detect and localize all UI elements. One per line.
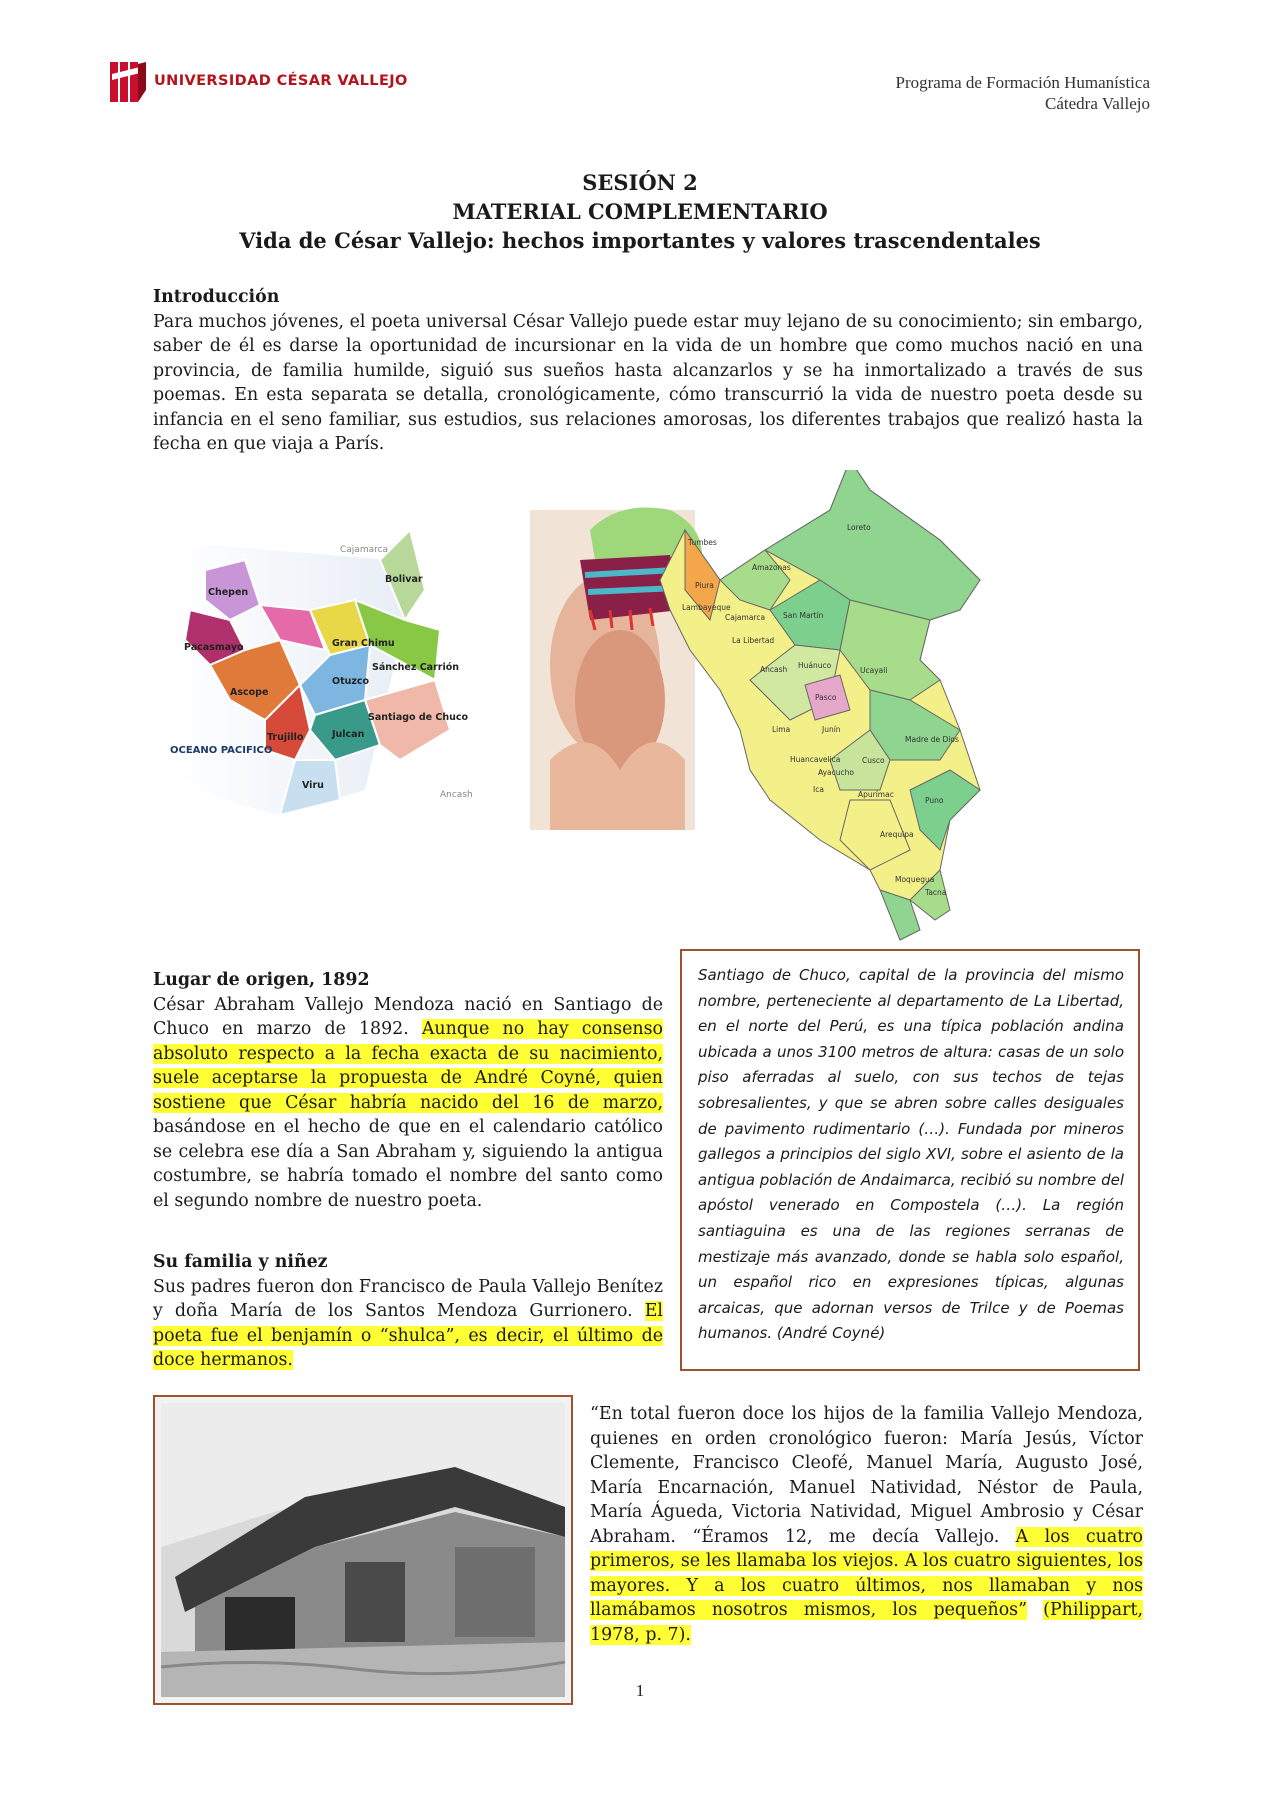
family-highlight: El poeta fue el benjamín o “shulca”, es decir, el último de doce hermanos. [153, 1301, 663, 1370]
document-subtitle: Vida de César Vallejo: hechos importantes y valores trascendentales [239, 228, 1041, 253]
origin-heading: Lugar de origen, 1892 [153, 970, 370, 990]
intro-text: Para muchos jóvenes, el poeta universal César Vallejo puede estar muy lejano de su conocimiento; sin embargo, saber de él es darse la oportunidad de incursionar en la vida de un hombre que como muchos nació en una provincia, de familia humilde, siguió sus sueños hasta alcanzarlos y se ha inmortalizado a través de sus poemas. En esta separata se detalla, cronológicamente, cómo transcurrió la vida de nuestro poeta desde su infancia en el seno familiar, sus estudios, sus relaciones amorosas, los diferentes trabajos que realizó hasta la fecha en que viaja a París. [153, 311, 1143, 454]
family-text-part: Sus padres fueron don Francisco de Paula Vallejo Benítez y doña María de los Santos Mendoza Gurrionero. [153, 1276, 663, 1321]
map-label: Tacna [925, 888, 947, 897]
map-label: Sánchez Carrión [372, 662, 459, 673]
map-label: Julcan [332, 729, 365, 740]
map-label: Ancash [760, 665, 788, 674]
map-label: Pasco [815, 693, 837, 702]
children-text-part: “En total fueron doce los hijos de la familia Vallejo Mendoza, quienes en orden cronológico fueron: María Jesús, Víctor Clemente, Francisco Cleofé, Manuel María, Augusto José, María Encarnación, Manuel Natividad, Néstor de Paula, María Águeda, Victoria Natividad, Miguel Ambrosio y César Abraham. “Éramos 12, me decía Vallejo. [590, 1404, 1143, 1547]
map-label: Huancavelica [790, 755, 841, 764]
map-label: Madre de Dios [905, 735, 959, 744]
map-label: Trujillo [267, 732, 304, 743]
map-label: Huánuco [798, 661, 832, 670]
children-citation: (Philippart, 1978, p. 7). [590, 1600, 1143, 1645]
document-titles [150, 168, 1130, 255]
origin-text-part: César Abraham Vallejo Mendoza nació en Santiago de Chuco en marzo de 1892. [153, 994, 663, 1039]
house-photo [153, 1395, 573, 1705]
university-name: UNIVERSIDAD CÉSAR VALLEJO [154, 73, 408, 89]
page-number: 1 [635, 1681, 645, 1700]
intro-section [153, 285, 1143, 457]
children-section [590, 1402, 1143, 1647]
santiago-quote-text: Santiago de Chuco, capital de la provincia del mismo nombre, perteneciente al departamento de La Libertad, en el norte del Perú, es una típica población andina ubicada a unos 3100 metros de altura: casas de un solo piso aferradas al suelo, con sus techos de tejas sobresalientes, y que se abren sobre calles desiguales de pavimento rudimentario (…). Fundada por mineros gallegos a principios del siglo XVI, sobre el asiento de la antigua población de Andaimarca, recibió su nombre del apóstol venerado en Compostela (…). La región santiaguina es una de las regiones serranas de mestizaje más avanzado, donde se habla solo español, un español rico en expresiones típicas, algunas arcaicas, que adornan versos de Trilce y de Poemas humanos. (André Coyné) [698, 966, 1124, 1343]
origin-text [153, 993, 663, 1214]
material-title: MATERIAL COMPLEMENTARIO [452, 199, 828, 224]
session-title: SESIÓN 2 [582, 170, 698, 195]
origin-highlight: Aunque no hay consenso absoluto respecto a la fecha exacta de su nacimiento, suele aceptarse la propuesta de André Coyné, quien sostiene que César habría nacido del 16 de marzo, [153, 1019, 663, 1113]
santiago-quote-box [680, 949, 1140, 1371]
maps-collage [150, 470, 1110, 970]
map-label: Cajamarca [725, 613, 766, 622]
map-label: Chepen [208, 587, 249, 598]
map-label: Apurímac [858, 790, 894, 799]
children-text [590, 1402, 1143, 1647]
map-label: Gran Chimu [332, 638, 395, 649]
map-label: Tumbes [688, 538, 717, 547]
map-label: Santiago de Chuco [368, 712, 469, 723]
map-label: Moquegua [895, 875, 935, 884]
map-label: San Martín [783, 611, 824, 620]
map-label: Piura [695, 581, 714, 590]
family-heading: Su familia y niñez [153, 1252, 328, 1272]
children-highlight: A los cuatro primeros, se les llamaba los viejos. A los cuatro siguientes, los mayores. Y a los cuatro últimos, nos llamaban y nos llamábamos nosotros mismos, los pequeños” [590, 1526, 1143, 1620]
university-logo [110, 60, 408, 105]
map-label: Lambayeque [682, 603, 731, 612]
map-label: Puno [925, 796, 944, 805]
house-photo-image [155, 1397, 571, 1703]
header-program-block [896, 72, 1150, 114]
family-section [153, 1250, 663, 1373]
map-label: Ica [813, 785, 824, 794]
map-label: Cajamarca [340, 545, 389, 555]
map-label: Arequipa [880, 830, 914, 839]
map-label: Otuzco [332, 676, 370, 687]
map-label: Ascope [230, 687, 269, 698]
map-label: Viru [302, 780, 324, 791]
map-label: Ancash [440, 790, 473, 800]
map-label: Loreto [847, 523, 871, 532]
program-name: Programa de Formación Humanística [895, 73, 1150, 92]
chair-name: Cátedra Vallejo [1045, 94, 1150, 113]
map-label: Amazonas [752, 563, 791, 572]
peru-map [660, 470, 980, 940]
map-label: Junín [822, 725, 841, 734]
origin-text-part: basándose en el hecho de que en el calendario católico se celebra ese día a San Abraham y, siguiendo la antigua costumbre, se habría tomado el nombre del santo como el segundo nombre de nuestro poeta. [153, 1117, 663, 1211]
ucv-shield-icon [110, 60, 146, 104]
map-label: Ayacucho [818, 768, 854, 777]
children-gap [1027, 1600, 1043, 1620]
intro-heading: Introducción [153, 287, 280, 307]
map-label: La Libertad [732, 636, 775, 645]
map-label: Pacasmayo [184, 642, 244, 653]
map-label: Lima [772, 725, 791, 734]
map-label: Bolivar [385, 574, 423, 585]
map-label: Ucayali [860, 666, 888, 675]
origin-section [153, 968, 663, 1213]
ocean-label: OCEANO PACIFICO [170, 745, 273, 756]
la-libertad-map [170, 530, 473, 815]
map-label: Cusco [862, 756, 885, 765]
family-text [153, 1275, 663, 1373]
